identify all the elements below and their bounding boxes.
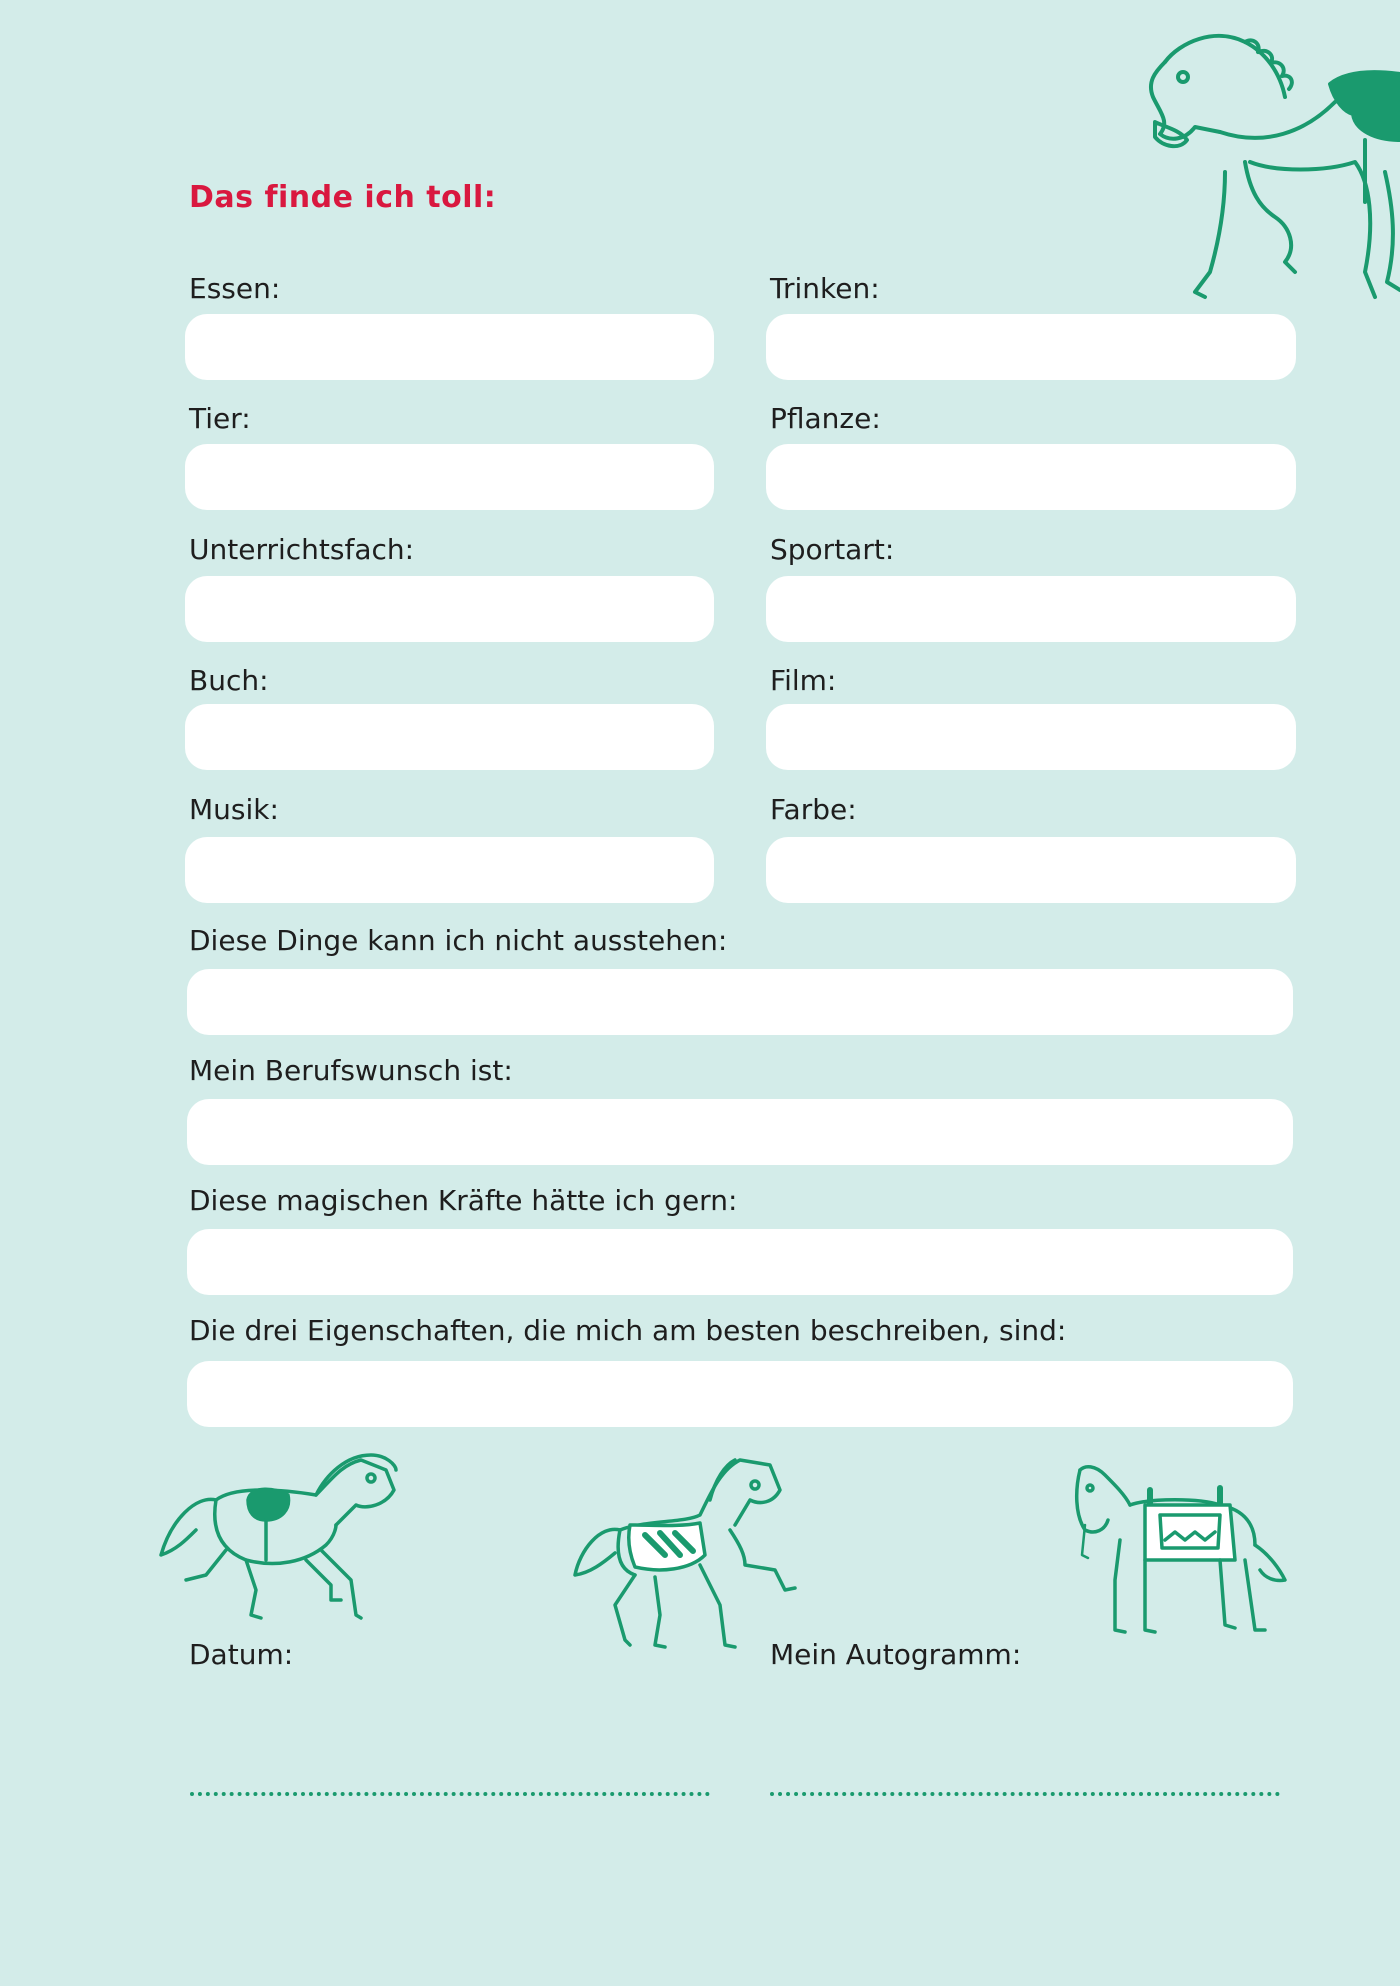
label-buch: Buch: <box>189 664 269 697</box>
label-sportart: Sportart: <box>770 533 895 566</box>
nicht-ausstehen-field[interactable] <box>187 969 1293 1035</box>
berufswunsch-field[interactable] <box>187 1099 1293 1165</box>
horse-corner-icon <box>1125 22 1400 312</box>
label-nicht-ausstehen: Diese Dinge kann ich nicht ausstehen: <box>189 924 728 957</box>
unterrichtsfach-field[interactable] <box>185 576 714 642</box>
trinken-field[interactable] <box>766 314 1296 380</box>
tier-field[interactable] <box>185 444 714 510</box>
eigenschaften-field[interactable] <box>187 1361 1293 1427</box>
buch-field[interactable] <box>185 704 714 770</box>
horse-saddled-icon <box>156 1450 406 1625</box>
label-pflanze: Pflanze: <box>770 402 881 435</box>
sportart-field[interactable] <box>766 576 1296 642</box>
horse-standing-icon <box>1070 1460 1290 1640</box>
page-heading: Das finde ich toll: <box>189 180 497 215</box>
magische-kraefte-field[interactable] <box>187 1229 1293 1295</box>
label-tier: Tier: <box>189 402 251 435</box>
musik-field[interactable] <box>185 837 714 903</box>
label-unterrichtsfach: Unterrichtsfach: <box>189 533 415 566</box>
label-farbe: Farbe: <box>770 793 857 826</box>
pflanze-field[interactable] <box>766 444 1296 510</box>
label-autogramm: Mein Autogramm: <box>770 1638 1022 1671</box>
autogramm-signature-line[interactable] <box>770 1792 1280 1796</box>
label-magische-kraefte: Diese magischen Kräfte hätte ich gern: <box>189 1184 738 1217</box>
horse-blanket-icon <box>575 1455 805 1650</box>
farbe-field[interactable] <box>766 837 1296 903</box>
label-trinken: Trinken: <box>770 272 880 305</box>
datum-signature-line[interactable] <box>190 1792 710 1796</box>
film-field[interactable] <box>766 704 1296 770</box>
label-datum: Datum: <box>189 1638 294 1671</box>
label-film: Film: <box>770 664 837 697</box>
label-essen: Essen: <box>189 272 281 305</box>
label-berufswunsch: Mein Berufswunsch ist: <box>189 1054 513 1087</box>
essen-field[interactable] <box>185 314 714 380</box>
label-musik: Musik: <box>189 793 279 826</box>
label-eigenschaften: Die drei Eigenschaften, die mich am besten beschreiben, sind: <box>189 1314 1067 1347</box>
